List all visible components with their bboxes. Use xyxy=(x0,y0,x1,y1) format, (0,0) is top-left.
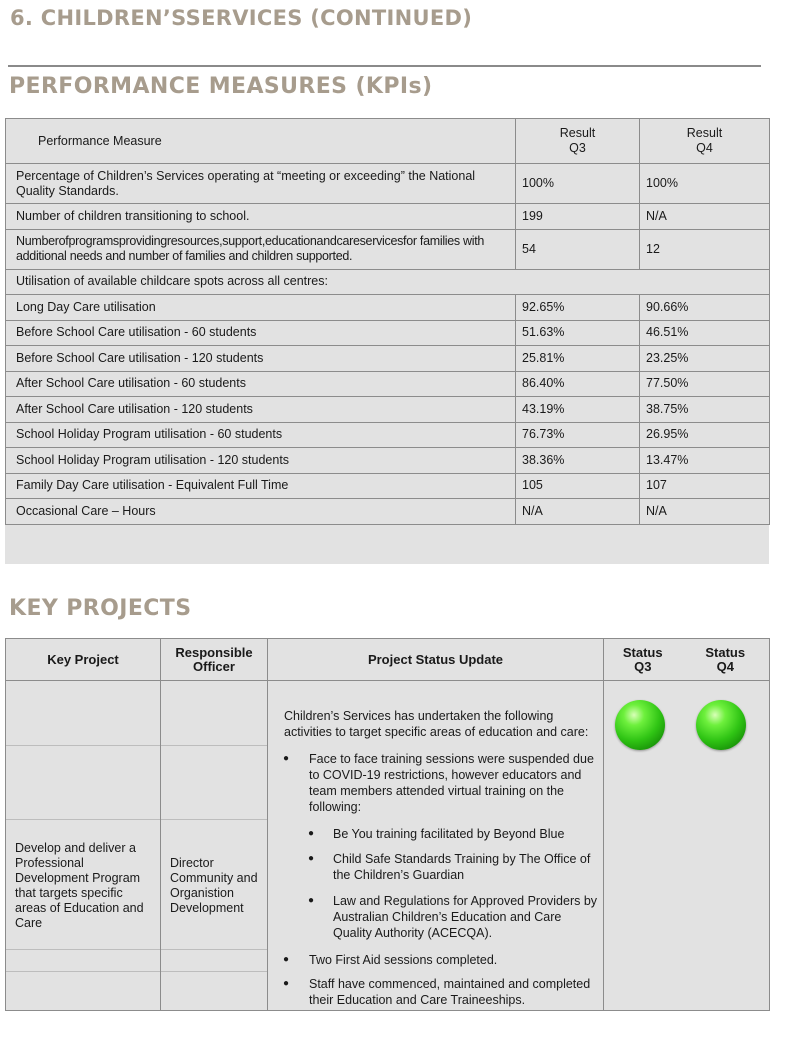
status-update-cell xyxy=(268,681,604,1011)
header-status-q3: Status Q3 xyxy=(604,639,682,681)
q4-cell: N/A xyxy=(640,204,770,230)
q3-cell: 100% xyxy=(516,164,640,204)
list-item: ● Staff have commenced, maintained and completed their Education and Care Traineeships. xyxy=(283,977,591,1007)
bullet-icon: ● xyxy=(283,978,290,989)
q4-cell: 77.50% xyxy=(640,371,770,397)
q3-cell: 54 xyxy=(516,229,640,269)
q3-cell: 43.19% xyxy=(516,397,640,423)
projects-table-container xyxy=(5,638,769,1010)
q4-cell: 107 xyxy=(640,473,770,499)
kpi-table xyxy=(5,118,770,525)
table-row xyxy=(6,448,770,474)
bullet-icon: ● xyxy=(308,895,315,906)
measure-cell: Before School Care utilisation - 60 students xyxy=(6,320,516,346)
bullet-icon: ● xyxy=(308,853,315,864)
measure-cell: Numberofprogramsprovidingresources,support,educationandcareservicesfor families with additional needs and number of families and children supported. xyxy=(6,229,516,269)
q3-cell: 92.65% xyxy=(516,295,640,321)
table-row xyxy=(6,229,770,269)
measure-cell: After School Care utilisation - 120 students xyxy=(6,397,516,423)
projects-table xyxy=(5,638,770,1011)
q3-cell: 25.81% xyxy=(516,346,640,372)
q3-cell: 105 xyxy=(516,473,640,499)
measure-cell: Number of children transitioning to school. xyxy=(6,204,516,230)
header-performance-measure: Performance Measure xyxy=(6,119,516,164)
table-row xyxy=(6,295,770,321)
q3-cell: 51.63% xyxy=(516,320,640,346)
table-row xyxy=(6,681,770,1011)
measure-cell: After School Care utilisation - 60 students xyxy=(6,371,516,397)
q4-cell: 12 xyxy=(640,229,770,269)
header-key-project: Key Project xyxy=(6,639,161,681)
list-item: ● Law and Regulations for Approved Providers by Australian Children’s Education and Care Quality Authority (ACECQA). xyxy=(308,894,598,940)
key-project-cell xyxy=(6,681,161,1011)
status-q4-cell xyxy=(682,681,770,1011)
header-status-q4: Status Q4 xyxy=(682,639,770,681)
q3-cell: 76.73% xyxy=(516,422,640,448)
q4-cell: N/A xyxy=(640,499,770,525)
header-result-q4: Result Q4 xyxy=(640,119,770,164)
responsible-officer-cell xyxy=(161,681,268,1011)
measure-cell: Family Day Care utilisation - Equivalent Full Time xyxy=(6,473,516,499)
status-update-intro: Children’s Services has undertaken the following activities to target specific areas of education and care: xyxy=(284,709,589,739)
table-row xyxy=(6,346,770,372)
q4-cell: 90.66% xyxy=(640,295,770,321)
table-row xyxy=(6,422,770,448)
table-row xyxy=(6,397,770,423)
measure-cell: Before School Care utilisation - 120 students xyxy=(6,346,516,372)
projects-heading: KEY PROJECTS xyxy=(9,596,192,621)
table-row xyxy=(6,499,770,525)
table-row xyxy=(6,320,770,346)
section-title: 6. CHILDREN’SSERVICES (CONTINUED) xyxy=(10,6,473,30)
kpi-heading: PERFORMANCE MEASURES (KPIs) xyxy=(9,74,433,99)
q4-cell: 38.75% xyxy=(640,397,770,423)
q4-cell: 46.51% xyxy=(640,320,770,346)
q3-cell: 38.36% xyxy=(516,448,640,474)
table-row xyxy=(6,473,770,499)
list-item: ● Two First Aid sessions completed. xyxy=(283,953,498,967)
header-project-status-update: Project Status Update xyxy=(268,639,604,681)
q4-cell: 13.47% xyxy=(640,448,770,474)
header-result-q3: Result Q3 xyxy=(516,119,640,164)
table-row xyxy=(6,269,770,295)
bullet-icon: ● xyxy=(283,753,290,764)
list-item: ● Face to face training sessions were suspended due to COVID-19 restrictions, however educators and team members attended virtual training on the following: xyxy=(283,752,594,814)
q3-cell: 86.40% xyxy=(516,371,640,397)
measure-cell: School Holiday Program utilisation - 60 students xyxy=(6,422,516,448)
table-row xyxy=(6,164,770,204)
status-q4-green-light-icon xyxy=(696,700,746,750)
list-item: ● Child Safe Standards Training by The Office of the Children’s Guardian xyxy=(308,852,591,882)
measure-cell: Long Day Care utilisation xyxy=(6,295,516,321)
q4-cell: 23.25% xyxy=(640,346,770,372)
status-q3-green-light-icon xyxy=(615,700,665,750)
measure-cell: School Holiday Program utilisation - 120 students xyxy=(6,448,516,474)
divider xyxy=(8,65,761,67)
key-project-text: Develop and deliver a Professional Development Program that targets specific areas of Education and Care xyxy=(15,841,144,930)
q4-cell: 100% xyxy=(640,164,770,204)
measure-cell: Occasional Care – Hours xyxy=(6,499,516,525)
bullet-icon: ● xyxy=(283,954,290,965)
measure-cell: Utilisation of available childcare spots across all centres: xyxy=(6,269,770,295)
q4-cell: 26.95% xyxy=(640,422,770,448)
status-q3-cell xyxy=(604,681,682,1011)
table-row xyxy=(6,371,770,397)
responsible-officer-text: Director Community and Organistion Development xyxy=(170,856,258,915)
header-responsible-officer: Responsible Officer xyxy=(161,639,268,681)
list-item: ● Be You training facilitated by Beyond Blue xyxy=(308,827,565,841)
bullet-icon: ● xyxy=(308,828,315,839)
kpi-table-container xyxy=(5,118,769,564)
table-row xyxy=(6,204,770,230)
measure-cell: Percentage of Children’s Services operating at “meeting or exceeding” the National Quality Standards. xyxy=(6,164,516,204)
q3-cell: N/A xyxy=(516,499,640,525)
q3-cell: 199 xyxy=(516,204,640,230)
